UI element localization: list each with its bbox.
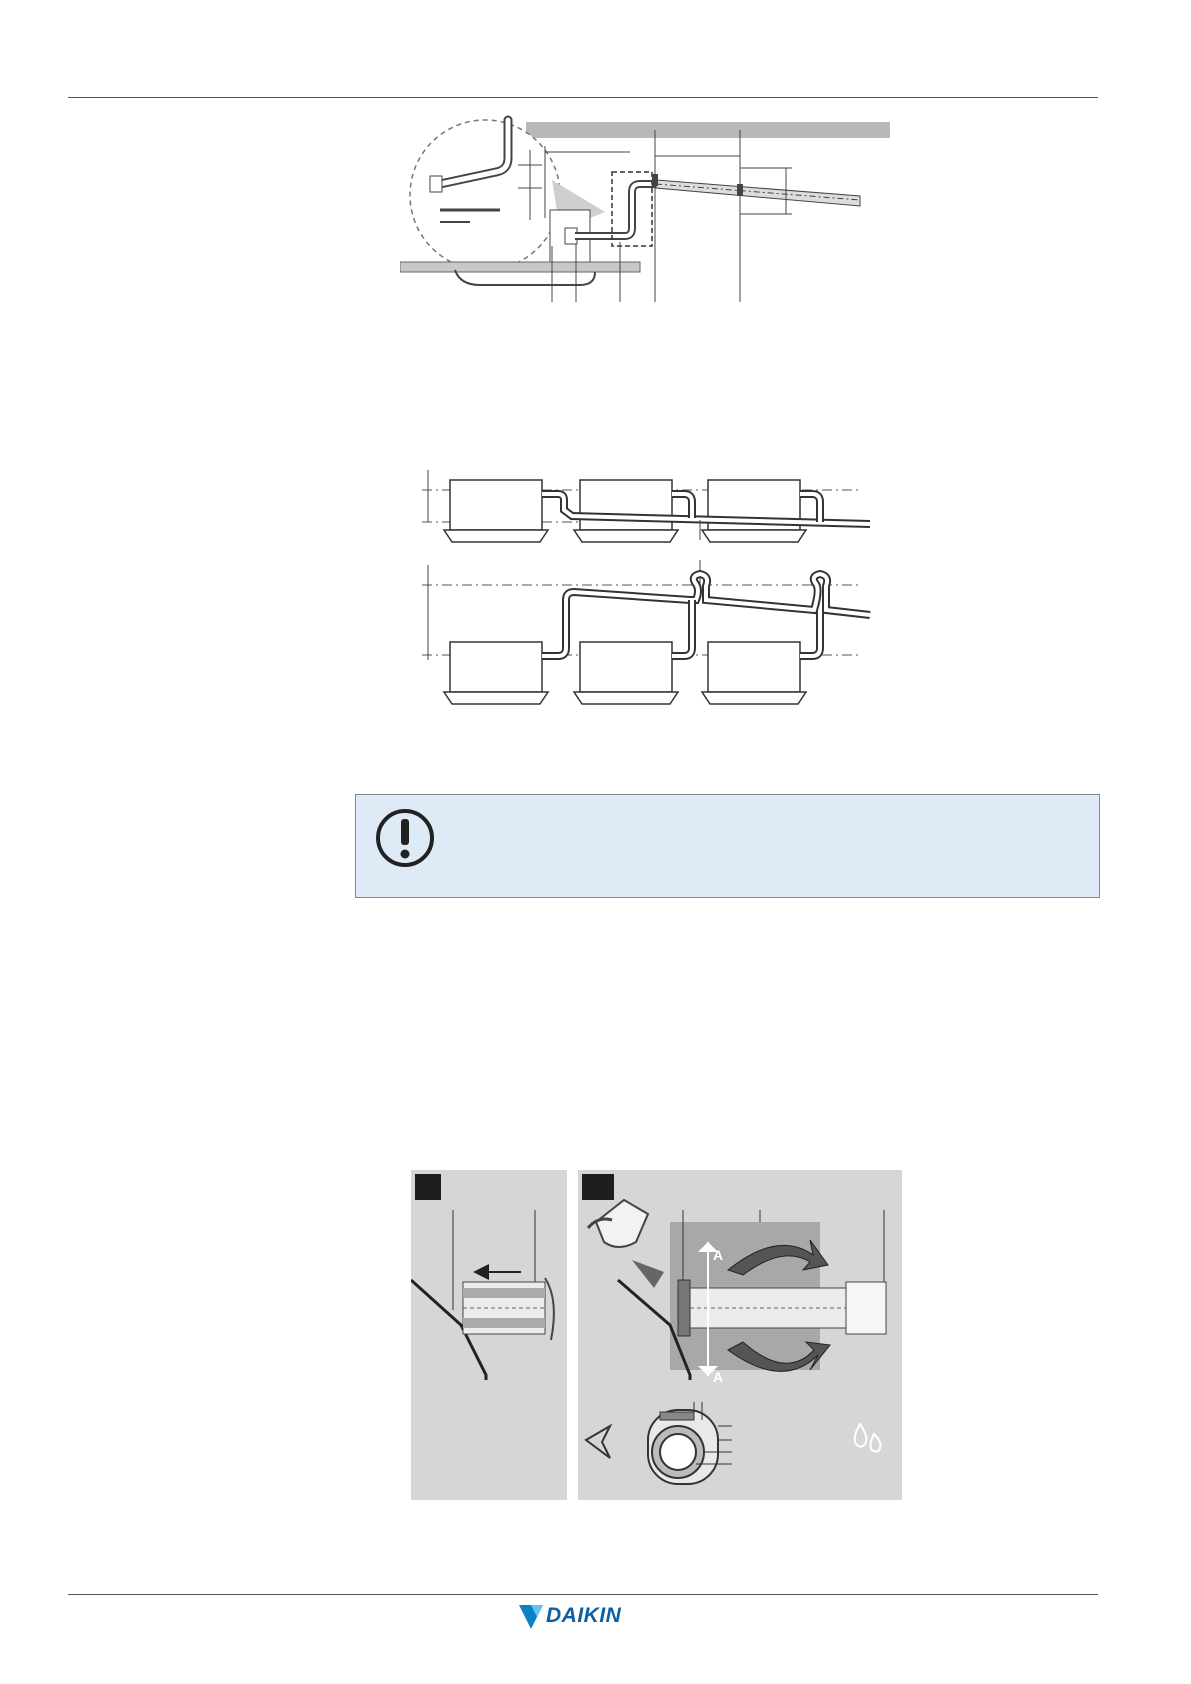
eye-icon [586,1426,610,1458]
detail-magnifier [410,120,560,270]
unit-bottom-2 [574,642,678,704]
notice-box [355,794,1100,898]
unit-top-1 [444,480,548,542]
drain-slope-figure [400,110,900,310]
panel-b [578,1170,902,1500]
daikin-logo-icon [519,1605,543,1629]
unit-top-2 [574,480,678,542]
panel-a [411,1170,567,1500]
footer-rule [68,1594,1098,1595]
exclamation-icon [374,807,436,869]
hand-tool-icon [596,1200,648,1247]
water-drops-icon [855,1424,881,1452]
section-arrow-top: A [713,1247,724,1263]
unit-bottom-3 [702,642,806,704]
clamp [678,1280,690,1336]
unit-bottom-1 [444,642,548,704]
brand-name: DAIKIN [546,1604,622,1627]
ceiling-bar [526,122,890,138]
section-arrow-bottom: A [713,1369,724,1385]
multi-unit-drain-figure [400,460,890,710]
sloped-pipe [656,180,860,206]
unit-top-3 [702,480,806,542]
header-rule [68,97,1098,98]
section-view-a [648,1402,732,1484]
